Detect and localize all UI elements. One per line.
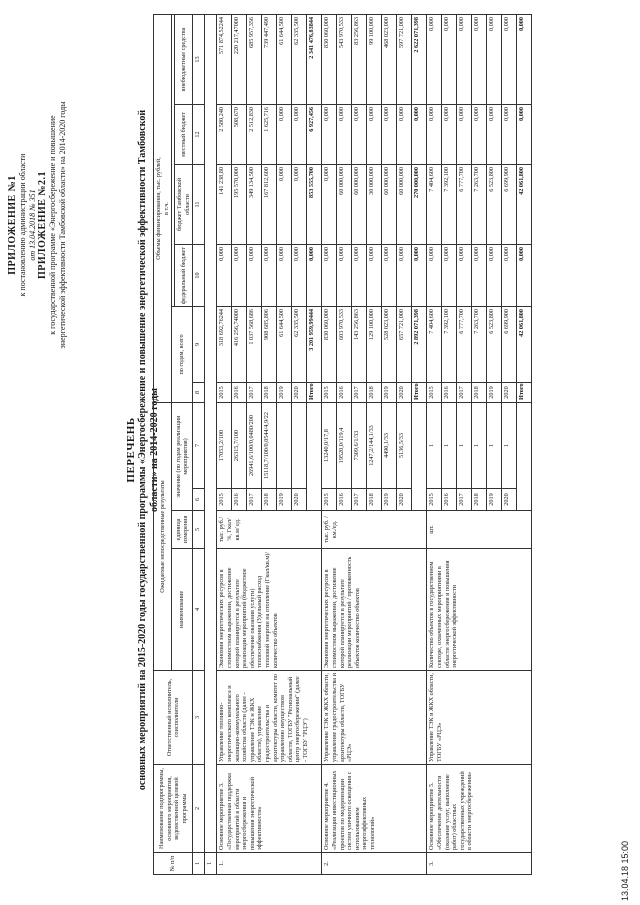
appendix2-text2: энергетической эффективности Тамбовской области» на 2014-2020 годы (58, 101, 67, 349)
col-num: 13 (193, 15, 205, 105)
finance-total: 6 523,800 (487, 307, 502, 383)
table-row (322, 15, 337, 875)
appendix2-title: ПРИЛОЖЕНИЕ №2.1 (37, 171, 48, 279)
finance-total: 7 404,600 (427, 307, 442, 383)
finance-regional: 0,000 (277, 165, 292, 245)
print-timestamp: 13.04.18 15:00 (620, 840, 630, 901)
finance-year: 2017 (352, 383, 367, 403)
finance-regional: 6 777,700 (457, 165, 472, 245)
finance-local: 0,000 (442, 105, 457, 165)
col-federal-header: федеральный бюджет (175, 245, 193, 307)
indicator-value: 7309,6/1/33 (352, 403, 367, 489)
finance-regional: 60 000,000 (382, 165, 397, 245)
finance-year: 2020 (292, 383, 307, 403)
finance-federal: 0,000 (457, 245, 472, 307)
col-expected-header: Ожидаемые непосредственные результаты (154, 403, 172, 671)
title-line2: основных мероприятий на 2015-2020 годы государственной программы «Энергосбережение и повышение энергетической эффективности Тамбовской области» на 2014-2020 годы (137, 109, 160, 791)
table-body (217, 15, 532, 875)
col-num: 7 (193, 403, 205, 489)
finance-federal: 0,000 (262, 245, 277, 307)
section-spacer (205, 15, 217, 853)
measure-responsible: Управление топливно-энергетического комплекса и жилищно-коммунального хозяйства области (далее - управление ТЭК и ЖКХ области), управление градостроительства и архитектуры области, комитет по управлению имуществом области, ТОГБУ "Региональный центр энергосбережения" (далее - ТОГБУ "РЦЭ") (217, 671, 322, 765)
col-num: 12 (193, 105, 205, 165)
finance-regional: 141 238,80 (217, 165, 232, 245)
indicator-year: 2019 (382, 489, 397, 511)
total-spacer (412, 403, 427, 511)
finance-federal: 0,000 (232, 245, 247, 307)
finance-year: 2016 (337, 383, 352, 403)
measures-table (153, 14, 532, 875)
finance-total: 603 970,533 (337, 307, 352, 383)
finance-local: 0,000 (277, 105, 292, 165)
col-fin-header (154, 15, 172, 403)
finance-regional: 195 570,000 (232, 165, 247, 245)
finance-extra: 61 644,500 (277, 15, 292, 105)
indicator-year: 2019 (277, 489, 292, 511)
col-by-years-header: по годам, всего (172, 307, 193, 403)
indicator-year: 2018 (367, 489, 382, 511)
finance-extra: 739 447,490 (262, 15, 277, 105)
indicator-value: 1 (457, 403, 472, 489)
finance-federal: 0,000 (502, 245, 517, 307)
measure-responsible: Управление ТЭК и ЖКХ области, ТОГБУ «РЦЭ» (427, 671, 532, 765)
indicator-value: 17053,2/100 (217, 403, 232, 489)
finance-federal: 0,000 (397, 245, 412, 307)
total-label: Итого (412, 383, 427, 403)
indicator-value: 4490,1/33 (382, 403, 397, 489)
finance-federal: 0,000 (442, 245, 457, 307)
indicator-year: 2018 (472, 489, 487, 511)
finance-extra: 0,000 (472, 15, 487, 105)
finance-local: 0,000 (487, 105, 502, 165)
fin-vtom: в т.ч. (162, 202, 170, 215)
finance-regional: 0,000 (292, 165, 307, 245)
total-local: 6 927,456 (307, 105, 322, 165)
measure-number: 3. (427, 853, 532, 875)
finance-year: 2016 (232, 383, 247, 403)
finance-local: 2 512,830 (247, 105, 262, 165)
indicator-unit: тыс. руб./ %, Гкал/кв.м/ ед. (217, 511, 322, 549)
finance-total: 7 392,100 (442, 307, 457, 383)
indicator-year: 2020 (292, 489, 307, 511)
finance-federal: 0,000 (247, 245, 262, 307)
finance-federal: 0,000 (322, 245, 337, 307)
col-name-header: Наименование подпрограммы, основного мероприятия, ведомственной целевой программы (154, 765, 193, 853)
indicator-value: 13240,0/17,8 (322, 403, 337, 489)
finance-local: 0,000 (502, 105, 517, 165)
total-finance: 2 892 071,398 (412, 307, 427, 383)
finance-regional: 60 000,000 (397, 165, 412, 245)
finance-local: 1 625,716 (262, 105, 277, 165)
finance-year: 2018 (262, 383, 277, 403)
finance-year: 2018 (367, 383, 382, 403)
indicator-value: 26941,6/100/0,0480/200 (247, 403, 262, 489)
column-numbers-row (193, 15, 205, 875)
indicator-name: Экономия энергетических ресурсов в стоимостном выражении, достижение которой планируется в результате реализации мероприятий / протяженность объектов количество объектов (322, 549, 427, 671)
section-number: 1 (205, 853, 217, 875)
finance-total: 143 256,863 (352, 307, 367, 383)
measure-name: Основное мероприятие 4. «Реализация инвестиционных проектов по модернизации систем уличного освещения с использованием энергоэффективных технологий» (322, 765, 427, 853)
finance-year: 2015 (217, 383, 232, 403)
finance-year: 2019 (487, 383, 502, 403)
finance-extra: 83 256,863 (352, 15, 367, 105)
finance-local: 0,000 (292, 105, 307, 165)
indicator-value: 1 (502, 403, 517, 489)
col-num: 8 (193, 383, 205, 403)
finance-regional: 0,000 (322, 165, 337, 245)
finance-total: 129 100,000 (367, 307, 382, 383)
finance-regional: 167 812,600 (262, 165, 277, 245)
finance-local: 0,000 (322, 105, 337, 165)
col-num: 5 (193, 511, 205, 549)
indicator-value: 19520,0/119,4 (337, 403, 352, 489)
col-no-header: № п/п (154, 853, 193, 875)
finance-year: 2017 (457, 383, 472, 403)
finance-total: 318 692,76244 (217, 307, 232, 383)
finance-regional: 7 392,100 (442, 165, 457, 245)
finance-regional: 6 699,900 (502, 165, 517, 245)
col-local-header: местный бюджет (175, 105, 193, 165)
total-finance: 3 201 959,99444 (307, 307, 322, 383)
finance-regional: 349 134,500 (247, 165, 262, 245)
total-regional: 853 555,700 (307, 165, 322, 245)
col-num: 3 (193, 671, 205, 765)
finance-local: 0,000 (337, 105, 352, 165)
finance-regional: 7 404,600 (427, 165, 442, 245)
finance-total: 657 721,000 (397, 307, 412, 383)
finance-local: 0,000 (472, 105, 487, 165)
finance-federal: 0,000 (487, 245, 502, 307)
finance-extra: 597 721,000 (397, 15, 412, 105)
finance-local: 0,000 (427, 105, 442, 165)
finance-extra: 468 023,000 (382, 15, 397, 105)
total-federal: 0,000 (412, 245, 427, 307)
finance-federal: 0,000 (277, 245, 292, 307)
indicator-year: 2019 (487, 489, 502, 511)
finance-regional: 30 000,000 (367, 165, 382, 245)
finance-year: 2016 (442, 383, 457, 403)
total-finance: 42 061,800 (517, 307, 532, 383)
finance-regional: 60 000,000 (337, 165, 352, 245)
measure-number: 1. (217, 853, 322, 875)
finance-federal: 0,000 (352, 245, 367, 307)
finance-year: 2020 (502, 383, 517, 403)
indicator-year: 2016 (232, 489, 247, 511)
finance-federal: 0,000 (472, 245, 487, 307)
finance-year: 2020 (397, 383, 412, 403)
appendix1-title: ПРИЛОЖЕНИЕ №1 (7, 175, 18, 275)
indicator-year: 2015 (322, 489, 337, 511)
finance-total: 6 699,900 (502, 307, 517, 383)
fin-title: Объемы финансирования, тыс. рублей, (155, 157, 162, 260)
indicator-year: 2015 (427, 489, 442, 511)
indicator-year: 2020 (397, 489, 412, 511)
indicator-year: 2020 (502, 489, 517, 511)
table-row (427, 15, 442, 875)
indicator-value: 1247,2/144,1/33 (367, 403, 382, 489)
finance-total: 416 256,74000 (232, 307, 247, 383)
finance-regional: 60 000,000 (352, 165, 367, 245)
finance-total: 528 023,000 (382, 307, 397, 383)
document-header (8, 15, 68, 435)
finance-year: 2019 (382, 383, 397, 403)
finance-local: 0,000 (352, 105, 367, 165)
finance-year: 2015 (322, 383, 337, 403)
col-extra-header: внебюджетные средства (175, 15, 193, 105)
total-local: 0,000 (517, 105, 532, 165)
total-extra: 2 622 071,398 (412, 15, 427, 105)
indicator-value: 15118,7/100/0,0544/4,9/22 (262, 403, 277, 489)
finance-extra: 0,000 (442, 15, 457, 105)
finance-year: 2015 (427, 383, 442, 403)
finance-federal: 0,000 (367, 245, 382, 307)
indicator-value (292, 403, 307, 489)
finance-year: 2019 (277, 383, 292, 403)
col-ind-unit-header: единица измерения (172, 511, 193, 549)
total-label: Итого (517, 383, 532, 403)
col-num: 2 (193, 765, 205, 853)
finance-extra: 685 957,356 (247, 15, 262, 105)
finance-local: 0,000 (457, 105, 472, 165)
indicator-unit: шт. (427, 511, 532, 549)
finance-extra: 0,000 (487, 15, 502, 105)
total-regional: 42 061,800 (517, 165, 532, 245)
finance-extra: 99 100,000 (367, 15, 382, 105)
col-ind-name-header: наименование (172, 549, 193, 671)
finance-federal: 0,000 (337, 245, 352, 307)
indicator-value: 1 (427, 403, 442, 489)
finance-local: 2 580,240 (217, 105, 232, 165)
indicator-year: 2017 (352, 489, 367, 511)
total-federal: 0,000 (307, 245, 322, 307)
indicator-unit: тыс. руб. /км./ед. (322, 511, 427, 549)
total-extra: 2 341 476,83844 (307, 15, 322, 105)
table-header-row (154, 15, 172, 875)
finance-local: 0,000 (367, 105, 382, 165)
finance-total: 908 685,806 (262, 307, 277, 383)
col-num: 4 (193, 549, 205, 671)
indicator-value: 1 (487, 403, 502, 489)
col-num: 11 (193, 165, 205, 245)
indicator-year: 2015 (217, 489, 232, 511)
indicator-year: 2016 (337, 489, 352, 511)
appendix1-date: от 13.04.2018 № 351 (28, 189, 37, 261)
indicator-value: 1 (442, 403, 457, 489)
indicator-year: 2018 (262, 489, 277, 511)
finance-extra: 0,000 (427, 15, 442, 105)
total-spacer (307, 403, 322, 511)
indicator-name: Количество объектов в государственном секторе, охваченных мероприятиями в области энергосбережения и повышения энергетической эффективности (427, 549, 532, 671)
finance-year: 2018 (472, 383, 487, 403)
finance-total: 1 037 568,686 (247, 307, 262, 383)
finance-local: 508,670 (232, 105, 247, 165)
indicator-year: 2017 (457, 489, 472, 511)
indicator-year: 2016 (442, 489, 457, 511)
indicator-value: 5136,5/33 (397, 403, 412, 489)
finance-federal: 0,000 (382, 245, 397, 307)
col-num: 1 (193, 853, 205, 875)
finance-local: 0,000 (397, 105, 412, 165)
measure-name: Основное мероприятие 5. «Обеспечение деятельности (оказание услуг, выполнение работ) областных государственных учреждений в области энергосбережения» (427, 765, 532, 853)
col-regional-header: бюджет Тамбовской области (175, 165, 193, 245)
indicator-name: Экономия энергетических ресурсов в стоимостном выражении, достижение которой планируется в результате реализации мероприятий (бюджетное обеспечение оказания услуги) теплоснабжения (Удельный расход тепловой энергии на отопление (Гкал/кв.м)/количество объектов (217, 549, 322, 671)
col-resp-header: Ответственный исполнитель, соисполнители (154, 671, 193, 765)
finance-total: 7 263,700 (472, 307, 487, 383)
measure-responsible: Управление ТЭК и ЖКХ области, управление градостроительства и архитектуры области, ТОГБУ «РЦЭ» (322, 671, 427, 765)
total-regional: 270 000,000 (412, 165, 427, 245)
appendix2-text1: к государственной программе «Энергосбережение и повышение (48, 115, 57, 335)
indicator-year: 2017 (247, 489, 262, 511)
finance-extra: 220 217,47000 (232, 15, 247, 105)
finance-federal: 0,000 (427, 245, 442, 307)
measure-number: 2. (322, 853, 427, 875)
measure-name: Основное мероприятие 3. «Государственная поддержка мероприятий в области энергосбережения и повышения энергетической эффективности» (217, 765, 322, 853)
finance-year: 2017 (247, 383, 262, 403)
appendix1-text: к постановлению администрации области (18, 153, 27, 297)
indicator-value: 26315,7/100 (232, 403, 247, 489)
title-line1: ПЕРЕЧЕНЬ (125, 417, 137, 483)
col-num: 10 (193, 245, 205, 307)
total-federal: 0,000 (517, 245, 532, 307)
finance-total: 62 335,500 (292, 307, 307, 383)
total-local: 0,000 (412, 105, 427, 165)
total-extra: 0,000 (517, 15, 532, 105)
finance-total: 830 060,000 (322, 307, 337, 383)
finance-federal: 0,000 (292, 245, 307, 307)
finance-extra: 543 970,533 (337, 15, 352, 105)
finance-total: 6 777,700 (457, 307, 472, 383)
indicator-value (277, 403, 292, 489)
finance-local: 0,000 (382, 105, 397, 165)
finance-extra: 62 335,500 (292, 15, 307, 105)
finance-extra: 830 060,000 (322, 15, 337, 105)
finance-federal: 0,000 (217, 245, 232, 307)
section-row (205, 15, 217, 875)
finance-total: 61 644,500 (277, 307, 292, 383)
table-row (217, 15, 232, 875)
col-num: 9 (193, 307, 205, 383)
total-spacer (517, 403, 532, 511)
finance-extra: 0,000 (457, 15, 472, 105)
finance-extra: 0,000 (502, 15, 517, 105)
col-num: 6 (193, 489, 205, 511)
finance-regional: 7 263,700 (472, 165, 487, 245)
total-label: Итого (307, 383, 322, 403)
indicator-value: 1 (472, 403, 487, 489)
finance-extra: 571 874,52244 (217, 15, 232, 105)
finance-regional: 6 523,800 (487, 165, 502, 245)
col-ind-value-header: значение (по годам реализации мероприятия) (172, 403, 193, 511)
